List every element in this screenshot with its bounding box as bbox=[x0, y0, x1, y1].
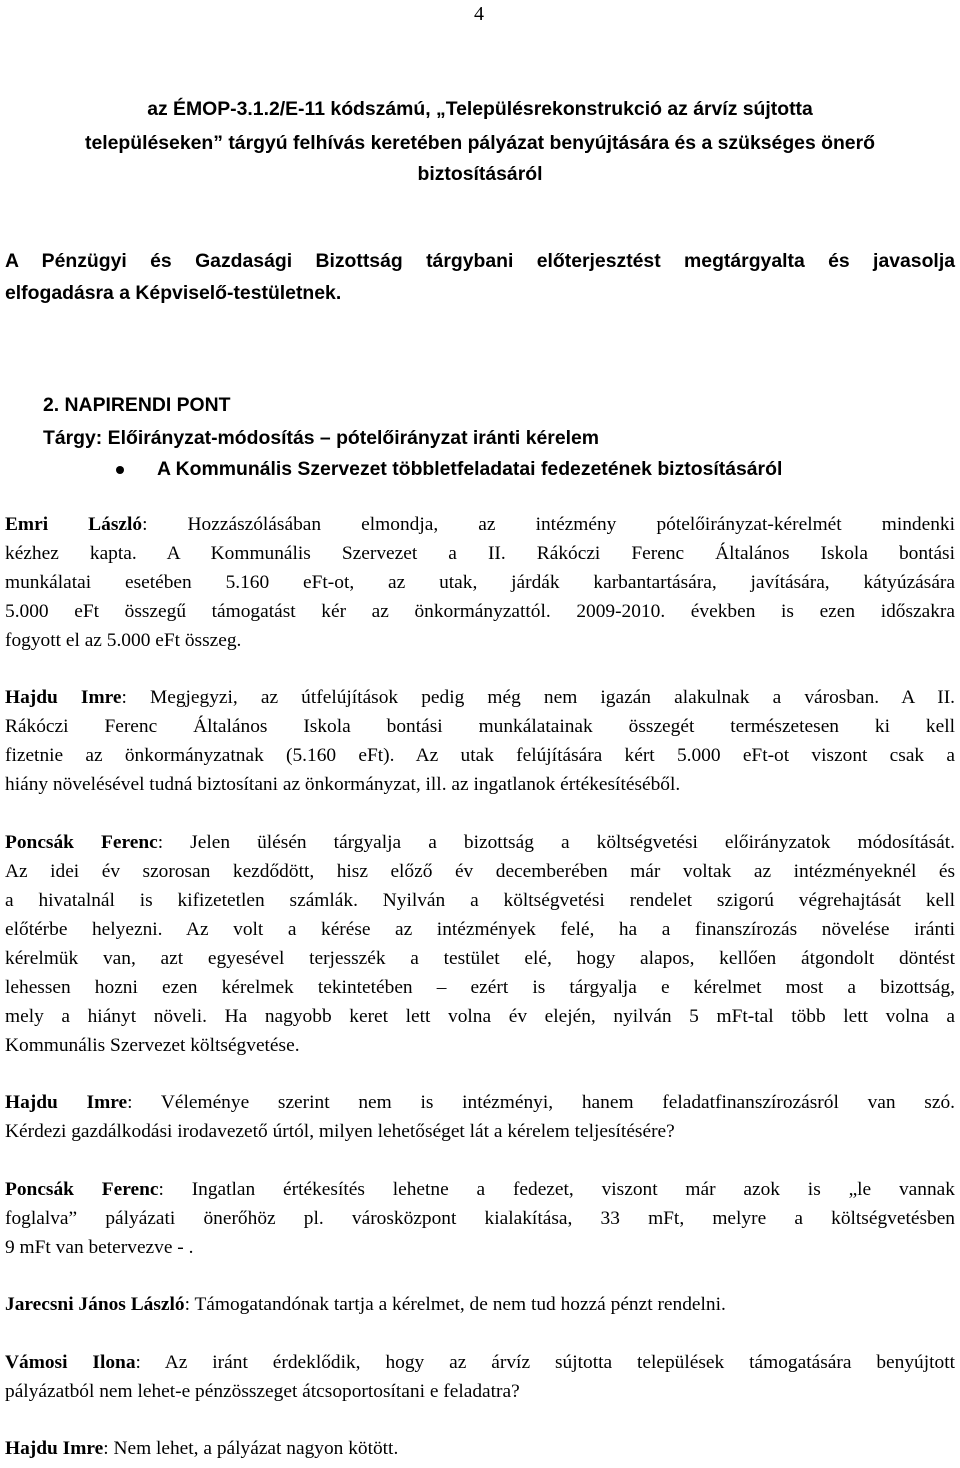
speech-line: Emri László: Hozzászólásában elmondja, az intézmény pótelőirányzat-kérelmét mindenki bbox=[5, 514, 956, 535]
speech-line: Kommunális Szervezet költségvetése. bbox=[5, 1035, 300, 1056]
speech-line: Kérdezi gazdálkodási irodavezető úrtól, milyen lehetőséget lát a kérelem teljesítésére? bbox=[5, 1121, 675, 1142]
speech-line: fogyott el az 5.000 eFt összeg. bbox=[5, 630, 242, 651]
agenda-heading: 2. NAPIRENDI PONT bbox=[43, 394, 231, 416]
agenda-subject: Tárgy: Előirányzat-módosítás – pótelőirányzat iránti kérelem bbox=[43, 427, 600, 449]
speech-line: előtérbe helyezni. Az volt a kérése az intézmények felé, ha a finanszírozás növelése iránti bbox=[5, 919, 955, 940]
speaker-name: Emri László bbox=[5, 514, 143, 535]
speaker-name: Hajdu Imre bbox=[5, 1092, 128, 1113]
page-number: 4 bbox=[474, 3, 484, 25]
speech-line: fizetnie az önkormányzatnak (5.160 eFt). Az utak felújítására kért 5.000 eFt-ot viszont csak a bbox=[5, 745, 955, 766]
speech-line: Hajdu Imre: Nem lehet, a pályázat nagyon kötött. bbox=[5, 1438, 399, 1459]
speech-line: Hajdu Imre: Megjegyzi, az útfelújítások pedig még nem igazán alakulnak a városban. A II. bbox=[5, 687, 956, 708]
speech-line: 9 mFt van betervezve - . bbox=[5, 1237, 194, 1258]
speech-line: munkálatai esetében 5.160 eFt-ot, az utak, járdák karbantartására, javítására, kátyúzására bbox=[5, 572, 955, 593]
speaker-name: Hajdu Imre bbox=[5, 687, 122, 708]
speech-line: Poncsák Ferenc: Ingatlan értékesítés lehetne a fedezet, viszont már azok is „le vannak bbox=[5, 1179, 955, 1200]
resolution-title-line: az ÉMOP-3.1.2/E-11 kódszámú, „Településrekonstrukció az árvíz sújtotta bbox=[147, 98, 813, 120]
speaker-name: Vámosi Ilona bbox=[5, 1352, 136, 1373]
bullet-icon bbox=[116, 466, 124, 474]
speech-line: pályázatból nem lehet-e pénzösszeget átcsoportosítani e feladatra? bbox=[5, 1381, 520, 1402]
speech-line: Jarecsni János László: Támogatandónak tartja a kérelmet, de nem tud hozzá pénzt rendelni. bbox=[5, 1294, 726, 1315]
speech-line: hiány növelésével tudná biztosítani az önkormányzat, ill. az ingatlanok értékesítéséből. bbox=[5, 774, 681, 795]
speaker-name: Hajdu Imre bbox=[5, 1438, 104, 1459]
resolution-title-line: biztosításáról bbox=[417, 163, 543, 185]
speech-line: Rákóczi Ferenc Általános Iskola bontási munkálatainak összegét természetesen ki kell bbox=[5, 716, 955, 737]
speech-line: kérelmük van, azt egyesével terjesszék a testület elé, hogy alapos, kellően átgondolt döntést bbox=[5, 948, 955, 969]
speaker-name: Poncsák Ferenc bbox=[5, 1179, 159, 1200]
committee-statement-line: A Pénzügyi és Gazdasági Bizottság tárgybani előterjesztést megtárgyalta és javasolja bbox=[5, 250, 955, 272]
speech-line: 5.000 eFt összegű támogatást kér az önkormányzattól. 2009-2010. években is ezen időszakra bbox=[5, 601, 955, 622]
speech-line: kézhez kapta. A Kommunális Szervezet a II. Rákóczi Ferenc Általános Iskola bontási bbox=[5, 543, 955, 564]
speech-line: Hajdu Imre: Véleménye szerint nem is intézményi, hanem feladatfinanszírozásról van szó. bbox=[5, 1092, 955, 1113]
speech-line: mely a hiányt növeli. Ha nagyobb keret lett volna év elején, nyilván 5 mFt-tal több lett volna a bbox=[5, 1006, 955, 1027]
speech-line: Az idei év szorosan kezdődött, hisz előző év decemberében már voltak az intézményeknél és bbox=[5, 861, 955, 882]
speech-line: lehessen hozni ezen kérelmek tekintetében – ezért is tárgyalja e kérelmet most a bizottság, bbox=[5, 977, 955, 998]
speech-line: foglalva” pályázati önerőhöz pl. városközpont kialakítása, 33 mFt, melyre a költségvetésben bbox=[5, 1208, 955, 1229]
speech-line: Vámosi Ilona: Az iránt érdeklődik, hogy az árvíz sújtotta települések támogatására benyújtott bbox=[5, 1352, 955, 1373]
speaker-name: Jarecsni János László bbox=[5, 1294, 185, 1315]
agenda-bullet-text: A Kommunális Szervezet többletfeladatai fedezetének biztosításáról bbox=[157, 458, 783, 480]
resolution-title-line: településeken” tárgyú felhívás keretében pályázat benyújtására és a szükséges önerő bbox=[85, 132, 875, 154]
speech-line: Poncsák Ferenc: Jelen ülésén tárgyalja a bizottság a költségvetési előirányzatok módosítását. bbox=[5, 832, 956, 853]
speaker-name: Poncsák Ferenc bbox=[5, 832, 158, 853]
committee-statement-line: elfogadásra a Képviselő-testületnek. bbox=[5, 282, 342, 304]
speech-line: a hivatalnál is kifizetetlen számlák. Nyilván a költségvetési rendelet szigorú végrehajtását kell bbox=[5, 890, 955, 911]
